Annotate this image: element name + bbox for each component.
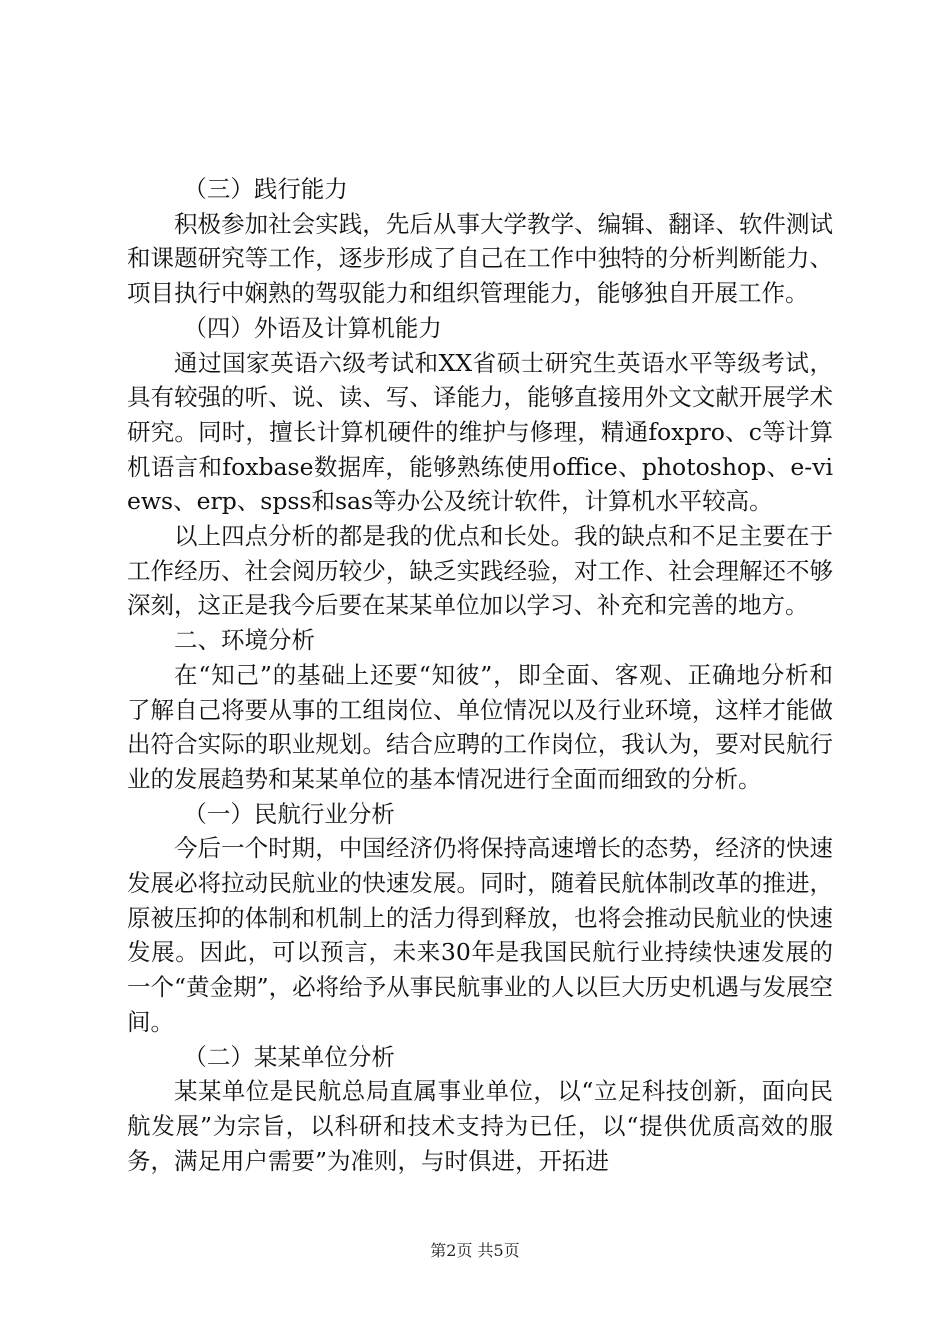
heading-environment-analysis: 二、环境分析 [174, 626, 315, 655]
paragraph-strengths-weaknesses: 以上四点分析的都是我的优点和长处。我的缺点和不足主要在于工作经历、社会阅历较少，缺乏实践经验，对工作、社会理解还不够深刻，这正是我今后要在某某单位加以学习、补充和完善的地方。 [127, 522, 833, 620]
subheading-language-computer-ability: （四）外语及计算机能力 [183, 313, 442, 342]
subheading-practice-ability: （三）践行能力 [183, 175, 348, 203]
subheading-aviation-industry: （一）民航行业分析 [183, 799, 395, 828]
paragraph-environment-analysis: 在“知己”的基础上还要“知彼”，即全面、客观、正确地分析和了解自己将要从事的工组岗位、单位情况以及行业环境，这样才能做出符合实际的职业规划。结合应聘的工作岗位，我认为，要对民航行业的发展趋势和某某单位的基本情况进行全面而细致的分析。 [127, 660, 833, 793]
paragraph-language-computer-ability: 通过国家英语六级考试和XX省硕士研究生英语水平等级考试，具有较强的听、说、读、写、译能力，能够直接用外文文献开展学术研究。同时，擅长计算机硬件的维护与修理，精通foxpro、c等计算机语言和foxbase数据库，能够熟练使用office、photoshop、e-views、erp、spss和sas等办公及统计软件，计算机水平较高。 [127, 348, 833, 516]
paragraph-unit-analysis: 某某单位是民航总局直属事业单位，以“立足科技创新，面向民航发展”为宗旨，以科研和技术支持为已任，以“提供优质高效的服务，满足用户需要”为准则，与时俱进，开拓进 [127, 1077, 833, 1175]
document-body [127, 172, 833, 1178]
page-footer: 第2页 共5页 [430, 1241, 520, 1260]
paragraph-practice-ability: 积极参加社会实践，先后从事大学教学、编辑、翻译、软件测试和课题研究等工作，逐步形成了自己在工作中独特的分析判断能力、项目执行中娴熟的驾驭能力和组织管理能力，能够独自开展工作。 [127, 209, 833, 308]
subheading-unit-analysis: （二）某某单位分析 [183, 1042, 395, 1071]
paragraph-aviation-industry: 今后一个时期，中国经济仍将保持高速增长的态势，经济的快速发展必将拉动民航业的快速发展。同时，随着民航体制改革的推进，原被压抑的体制和机制上的活力得到释放，也将会推动民航业的快速发展。因此，可以预言，未来30年是我国民航行业持续快速发展的一个“黄金期”，必将给予从事民航事业的人以巨大历史机遇与发展空间。 [127, 834, 833, 1036]
